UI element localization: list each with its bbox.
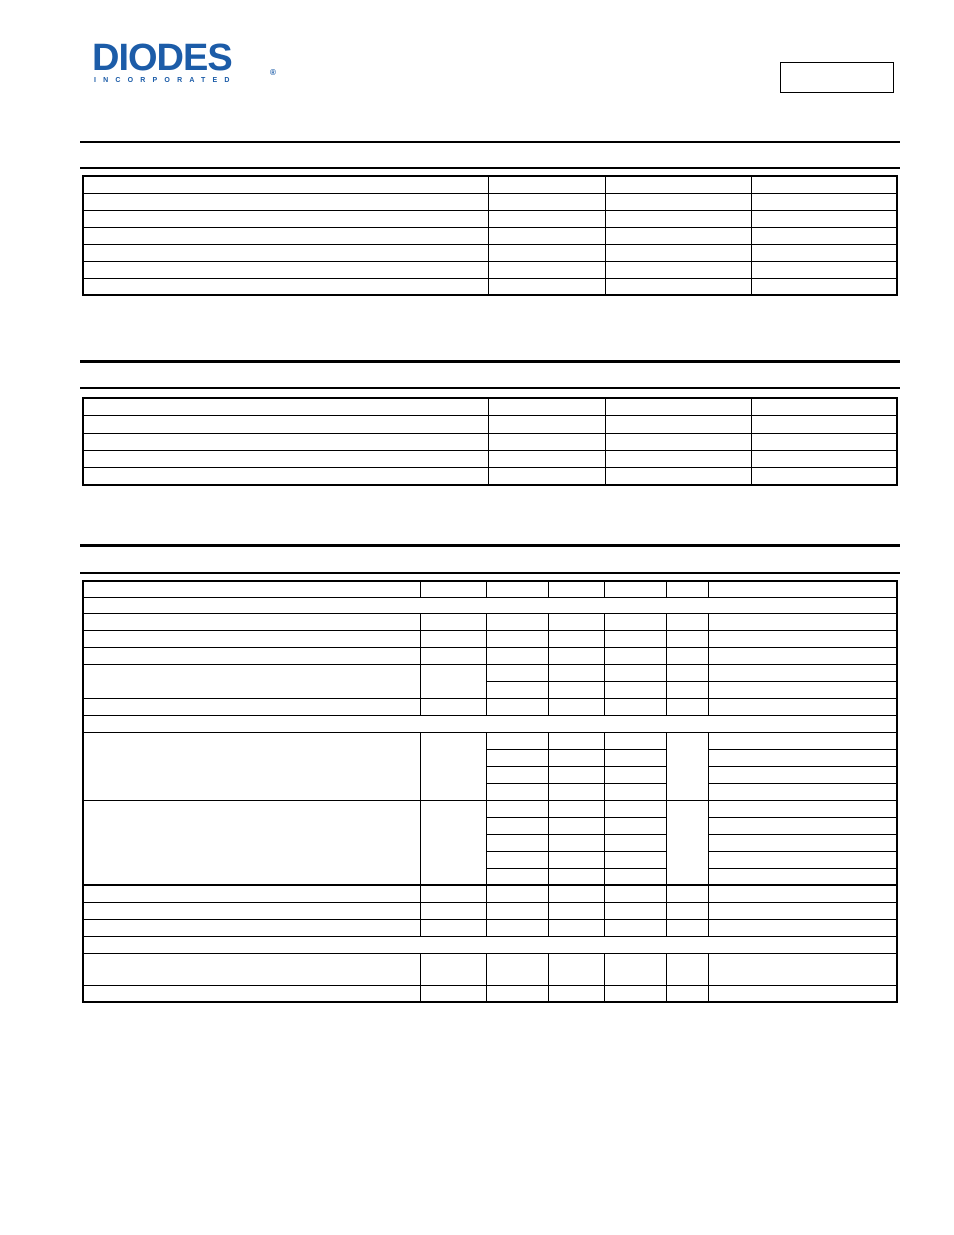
table-row xyxy=(83,210,897,227)
logo-wordmark: DIODES xyxy=(92,37,232,79)
section-row xyxy=(83,715,897,732)
table-row xyxy=(83,919,897,936)
table-row xyxy=(83,398,897,415)
table-row xyxy=(83,885,897,902)
section-row xyxy=(83,597,897,613)
table-row xyxy=(83,433,897,450)
table-row xyxy=(83,193,897,210)
section3-top-rule xyxy=(80,544,900,547)
table-row xyxy=(83,278,897,295)
table-row xyxy=(83,953,897,985)
section2-top-rule xyxy=(80,360,900,363)
thermal-characteristics-table xyxy=(82,397,898,486)
section1-top-rule xyxy=(80,141,900,143)
table-row xyxy=(83,698,897,715)
table-row xyxy=(83,450,897,467)
table-row xyxy=(83,244,897,261)
section2-bottom-rule xyxy=(80,387,900,389)
table-row xyxy=(83,902,897,919)
table-row xyxy=(83,647,897,664)
electrical-characteristics-table xyxy=(82,580,898,1003)
table-header-row xyxy=(83,581,897,597)
table-row xyxy=(83,985,897,1002)
part-number-box xyxy=(780,62,894,93)
table-row xyxy=(83,732,897,749)
table-row xyxy=(83,630,897,647)
section1-bottom-rule xyxy=(80,167,900,169)
table-row xyxy=(83,227,897,244)
maximum-ratings-table xyxy=(82,175,898,296)
table-row xyxy=(83,613,897,630)
section-row xyxy=(83,936,897,953)
diodes-logo xyxy=(92,38,282,90)
table-row xyxy=(83,664,897,681)
table-row xyxy=(83,467,897,485)
logo-subtitle: INCORPORATED xyxy=(94,77,237,84)
table-row xyxy=(83,415,897,433)
registered-mark: ® xyxy=(270,68,276,77)
section3-bottom-rule xyxy=(80,572,900,574)
table-row xyxy=(83,261,897,278)
table-row xyxy=(83,176,897,193)
table-row xyxy=(83,800,897,817)
